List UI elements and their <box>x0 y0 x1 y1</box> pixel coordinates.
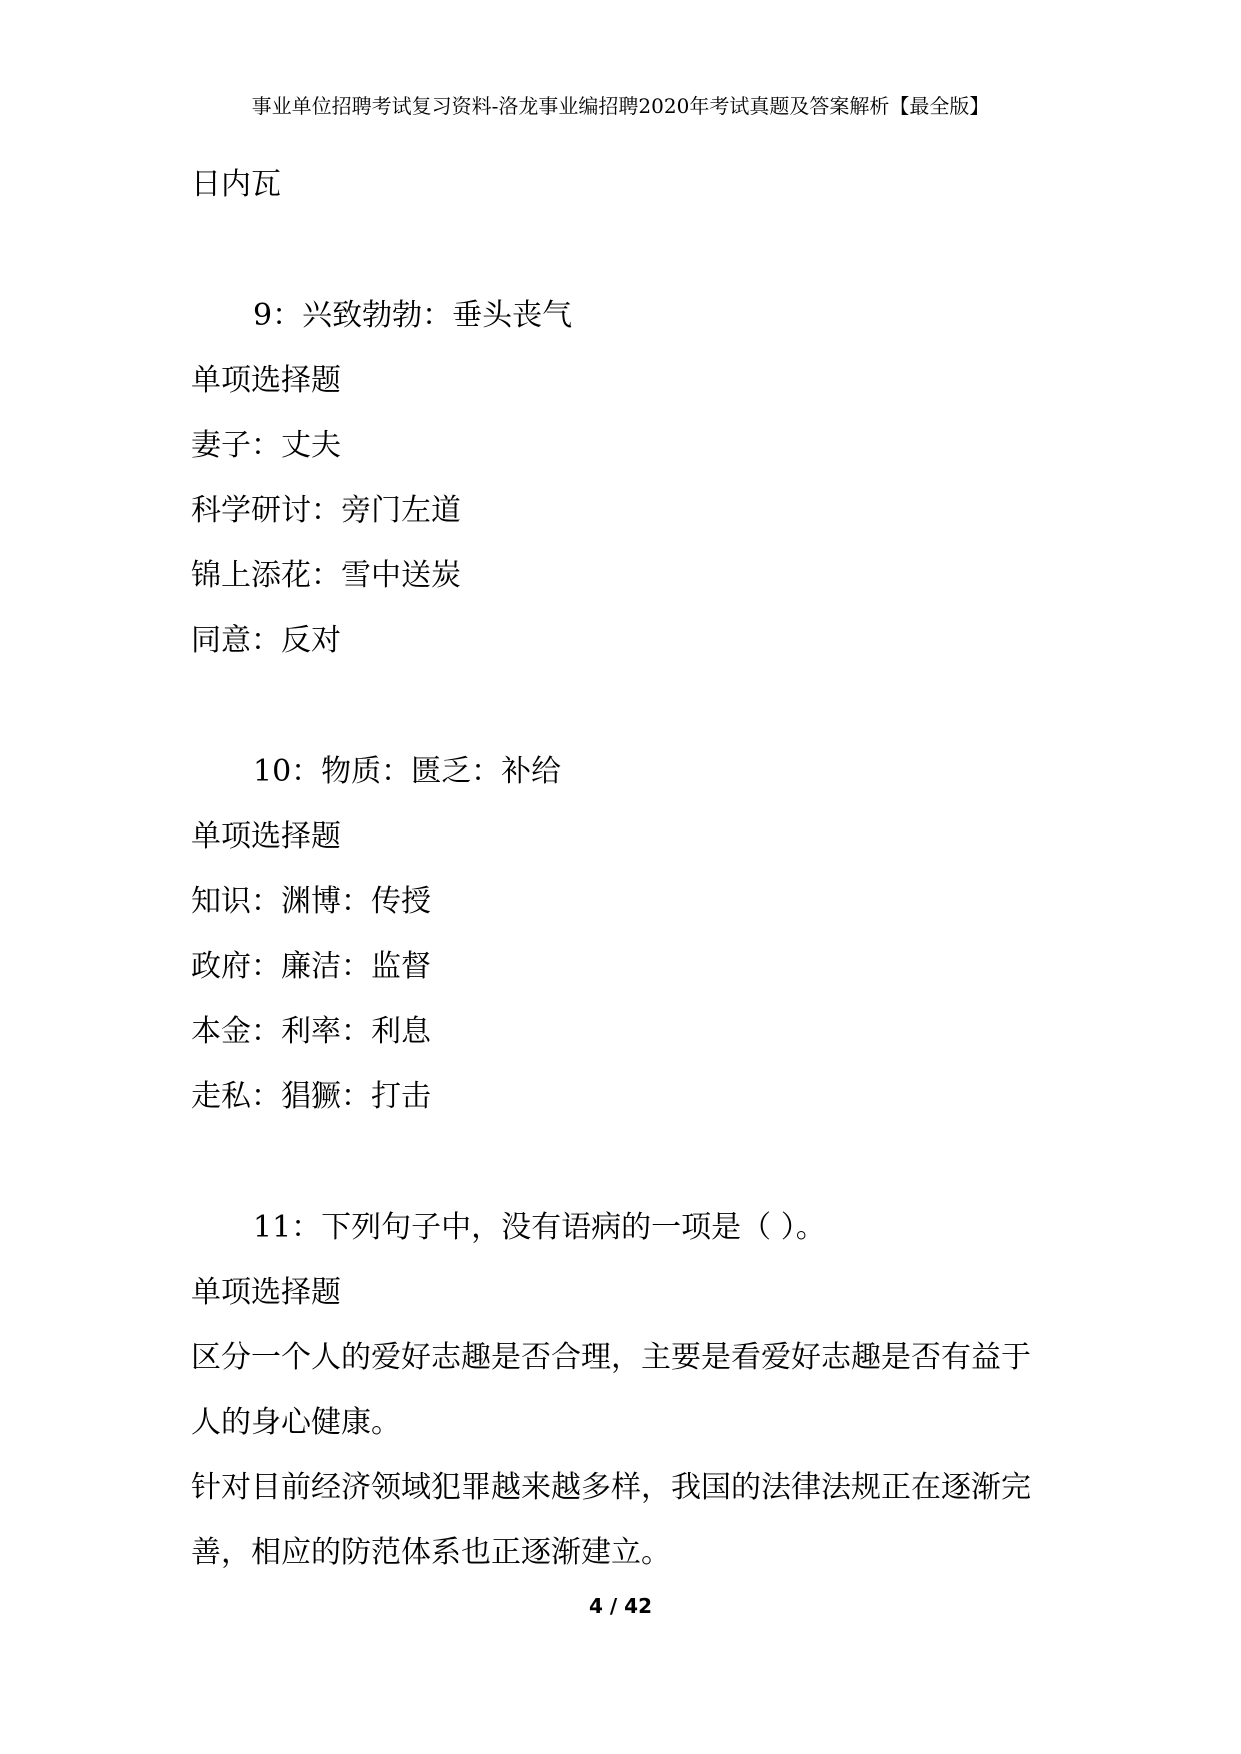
option-line: 走私：猖獗：打击 <box>191 1079 431 1114</box>
option-line: 政府：廉洁：监督 <box>191 949 431 984</box>
question-title: 11：下列句子中，没有语病的一项是（ ）。 <box>253 1210 826 1245</box>
question-9 <box>191 283 1071 673</box>
page-header: 事业单位招聘考试复习资料-洛龙事业编招聘2020年考试真题及答案解析【最全版】 <box>251 94 990 118</box>
option-line: 妻子：丈夫 <box>191 428 341 463</box>
question-11 <box>191 1195 1071 1585</box>
question-type: 单项选择题 <box>191 363 341 398</box>
page-number: 4 / 42 <box>589 1594 652 1618</box>
option-line: 本金：利率：利息 <box>191 1014 431 1049</box>
option-line: 科学研讨：旁门左道 <box>191 493 461 528</box>
spacer <box>191 673 1071 739</box>
option-line: 区分一个人的爱好志趣是否合理，主要是看爱好志趣是否有益于 <box>191 1340 1031 1375</box>
option-line: 善，相应的防范体系也正逐渐建立。 <box>191 1535 671 1570</box>
lead-line: 日内瓦 <box>191 167 281 202</box>
option-line: 针对目前经济领域犯罪越来越多样，我国的法律法规正在逐渐完 <box>191 1470 1031 1505</box>
option-line: 知识：渊博：传授 <box>191 884 431 919</box>
spacer <box>191 217 1071 283</box>
option-line: 锦上添花：雪中送炭 <box>191 558 461 593</box>
question-type: 单项选择题 <box>191 1275 341 1310</box>
question-type: 单项选择题 <box>191 819 341 854</box>
document-body <box>191 152 1071 1585</box>
question-title: 9：兴致勃勃：垂头丧气 <box>253 298 573 333</box>
spacer <box>191 1129 1071 1195</box>
option-line: 同意：反对 <box>191 623 341 658</box>
question-10 <box>191 739 1071 1129</box>
question-title: 10：物质：匮乏：补给 <box>253 754 562 789</box>
option-line: 人的身心健康。 <box>191 1405 401 1440</box>
